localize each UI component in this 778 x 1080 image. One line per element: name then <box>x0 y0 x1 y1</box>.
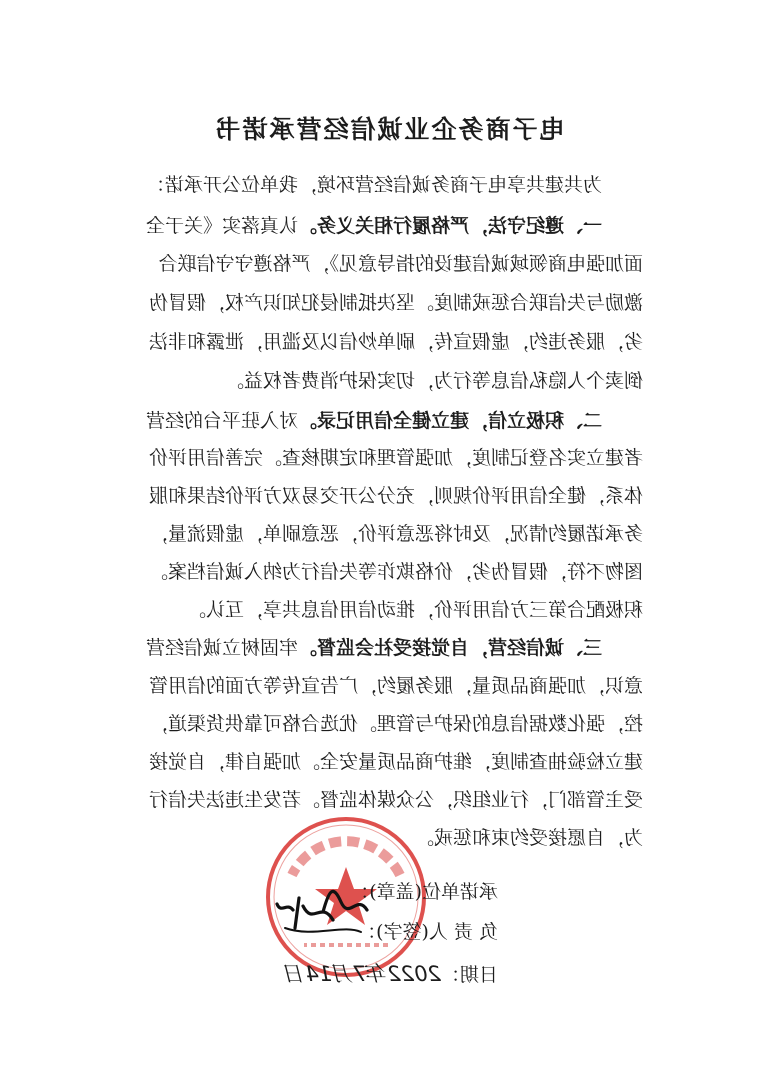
section-1-first-line <box>0 214 778 238</box>
section-3-line: 为，自愿接受约束和惩戒。 <box>414 827 643 849</box>
person-sign-label: 负 责 人(签字)： <box>357 921 498 943</box>
section-2-line: 体系，健全信用评价规则，充分公开交易双方评价结果和服 <box>148 485 643 507</box>
section-2-heading: 二、积极立信，建立健全信用记录。 <box>297 410 602 432</box>
section-3-line: 控，强化数据信息的保护与管理。优选合格可靠供货渠道， <box>148 713 643 735</box>
unit-seal-label: 承诺单位(盖章)： <box>350 881 498 903</box>
section-1-line: 劣，服务违约，虚假宣传，刷单炒信以及滥用，泄露和非法 <box>148 331 643 353</box>
section-2-line: 者建立实名登记制度，加强管理和定期核查。完善信用评价 <box>148 447 643 469</box>
section-2-line: 对入驻平台的经营 <box>145 410 298 432</box>
date-label: 日期： <box>440 964 498 986</box>
section-3-line: 意识，加强商品质量，服务履约，广告宣传等方面的信用管 <box>148 675 643 697</box>
section-3-line: 受主管部门，行业组织，公众媒体监督。若发生违法失信行 <box>148 789 643 811</box>
section-3-line: 建立检验抽查制度，维护商品质量安全。加强自律，自觉接 <box>148 751 643 773</box>
section-1-line: 倒卖个人隐私信息等行为，切实保护消费者权益。 <box>224 370 643 392</box>
intro-paragraph: 为共建共享电子商务诚信经营环境，我单位公开承诺： <box>145 174 602 196</box>
section-2-first-line <box>0 409 778 433</box>
section-1-line: 面加强电商领域诚信建设的指导意见》，严格遵守守信联合 <box>158 253 643 275</box>
section-3-heading: 三、诚信经营，自觉接受社会监督。 <box>297 637 602 659</box>
section-3-first-line <box>0 636 778 660</box>
section-1-line: 认真落实《关于全 <box>145 215 298 237</box>
date-line <box>284 962 498 987</box>
section-2-line: 积极配合第三方信用评价，推动信用信息共享，互认。 <box>186 599 643 621</box>
section-2-line: 务承诺履约情况，及时将恶意评价，恶意刷单，虚假流量， <box>148 523 643 545</box>
date-value: 2022年7月14日 <box>284 962 441 986</box>
section-2-line: 图物不符，假冒伪劣，价格欺诈等失信行为纳入诚信档案。 <box>148 561 643 583</box>
section-3-line: 牢固树立诚信经营 <box>145 637 298 659</box>
section-1-line: 激励与失信联合惩戒制度。坚决抵制侵犯知识产权，假冒伪 <box>148 292 643 314</box>
document-title: 电子商务企业诚信经营承诺书 <box>213 115 565 144</box>
section-1-heading: 一、遵纪守法，严格履行相关义务。 <box>297 215 602 237</box>
